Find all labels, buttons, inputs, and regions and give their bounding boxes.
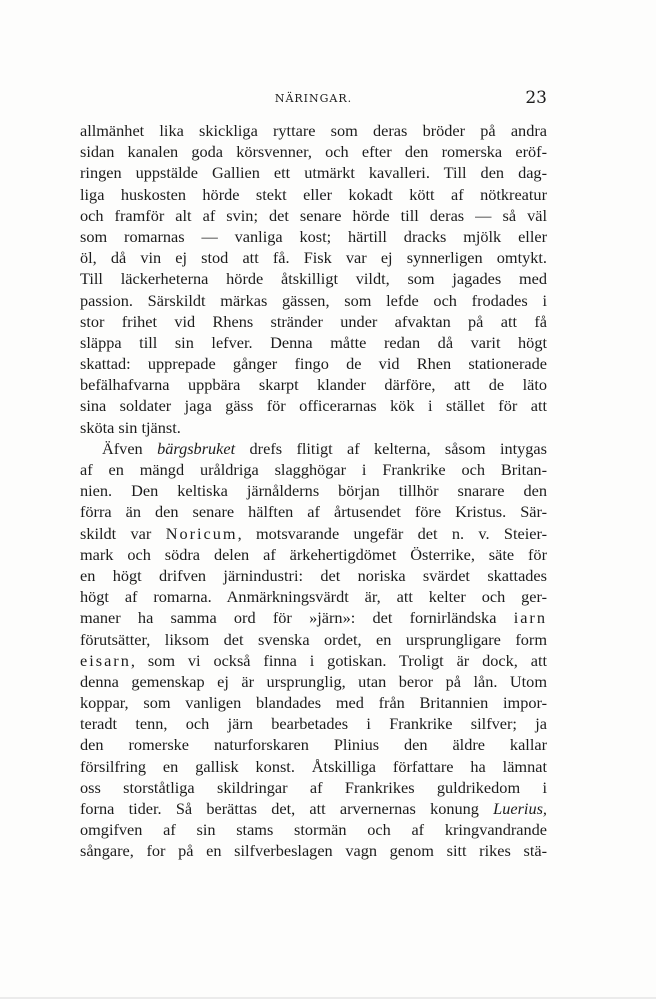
text-line: försilfring en gallisk konst. Åtskilliga författare ha lämnat (80, 756, 547, 776)
text-line: som romarnas — vanliga kost; härtill dracks mjölk eller (80, 226, 547, 246)
text-line: sångare, for på en silfverbeslagen vagn genom sitt rikes stä- (80, 841, 547, 861)
text-run: maner ha samma ord för »järn»: det fornirländska (80, 608, 514, 628)
text-line: Till läckerheterna hörde åtskilligt vildt, som jagades med (80, 269, 547, 289)
body-text (80, 120, 547, 862)
paragraph-2 (80, 438, 547, 862)
text-line: af en mängd uråldriga slagghögar i Frankrike och Britan- (80, 460, 547, 479)
running-head: NÄRINGAR. (274, 92, 353, 105)
text-line: och framför alt af svin; det senare hörde till deras — så väl (80, 205, 547, 225)
text-line: koppar, som vanligen blandades med från Britannien impor- (80, 693, 547, 713)
text-line: förra än den senare hälften af årtusendet före Kristus. Sär- (80, 502, 547, 522)
text-line: allmänhet lika skickliga ryttare som deras bröder på andra (80, 121, 547, 140)
text-line (80, 798, 547, 819)
text-line: oss storståtliga skildringar af Frankrikes guldrikedom i (80, 777, 547, 797)
text-line (80, 650, 547, 671)
page-header (80, 88, 547, 108)
spaced-term: eisarn (80, 650, 131, 670)
text-line: en högt drifven järnindustri: det noriska svärdet skattades (80, 565, 547, 585)
text-line: liga huskosten hörde stekt eller kokadt kött af nötkreatur (80, 184, 547, 204)
text-line (80, 523, 547, 544)
text-line: släppa till sin lefver. Denna måtte redan då varit högt (80, 332, 547, 352)
italic-term: bärgsbruket (157, 438, 236, 458)
text-run: forna tider. Så berättas det, att arvernernas konung (80, 799, 494, 818)
italic-name: Luerius, (493, 799, 547, 818)
text-line: skattad: upprepade gånger fingo de vid Rhen stationerade (80, 354, 547, 374)
text-line: stor frihet vid Rhens stränder under afvaktan på att få (80, 311, 547, 331)
text-line (80, 438, 547, 459)
paragraph-1 (80, 120, 547, 438)
text-line: ringen uppstälde Gallien ett utmärkt kavalleri. Till den dag- (80, 163, 547, 183)
spaced-term: Noricum (165, 523, 238, 543)
text-run: , motsvarande ungefär det n. v. Steier- (237, 523, 547, 543)
text-line: nien. Den keltiska järnålderns början tillhör snarare den (80, 481, 547, 501)
text-run: , som vi också finna i gotiskan. Troligt är dock, att (130, 650, 547, 670)
text-line: teradt tenn, och järn bearbetades i Frankrike silfver; ja (80, 714, 547, 734)
spaced-term: iarn (513, 608, 547, 628)
text-line: sina soldater jaga gäss för officerarnas kök i stället för att (80, 396, 547, 416)
text-line: högt af romarna. Anmärkningsvärdt är, att kelter och ger- (80, 587, 547, 607)
text-run: drefs flitigt af kelterna, såsom intygas (235, 438, 547, 458)
text-run: skildt var (80, 523, 166, 543)
text-line: omgifven af sin stams stormän och af kringvandrande (80, 820, 547, 840)
text-line: sköta sin tjänst. (80, 417, 181, 437)
text-line: denna gemenskap ej är ursprunglig, utan beror på lån. Utom (80, 671, 547, 691)
text-line: passion. Särskildt märkas gässen, som lefde och frodades i (80, 290, 547, 310)
page-number: 23 (525, 88, 547, 108)
text-line: mark och södra delen af ärkehertigdömet Österrike, säte för (80, 544, 547, 564)
text-run: Äfven (102, 438, 158, 458)
text-line: förutsätter, liksom det svenska ordet, en ursprungligare form (80, 629, 547, 649)
text-line (80, 607, 547, 628)
text-line: befälhafvarna uppbära skarpt klander därföre, att de läto (80, 375, 547, 395)
text-line: den romerske naturforskaren Plinius den äldre kallar (80, 735, 547, 755)
text-line: öl, då vin ej stod att få. Fisk var ej synnerligen omtykt. (80, 248, 547, 268)
text-line: sidan kanalen goda körsvenner, och efter den romerska eröf- (80, 142, 547, 162)
